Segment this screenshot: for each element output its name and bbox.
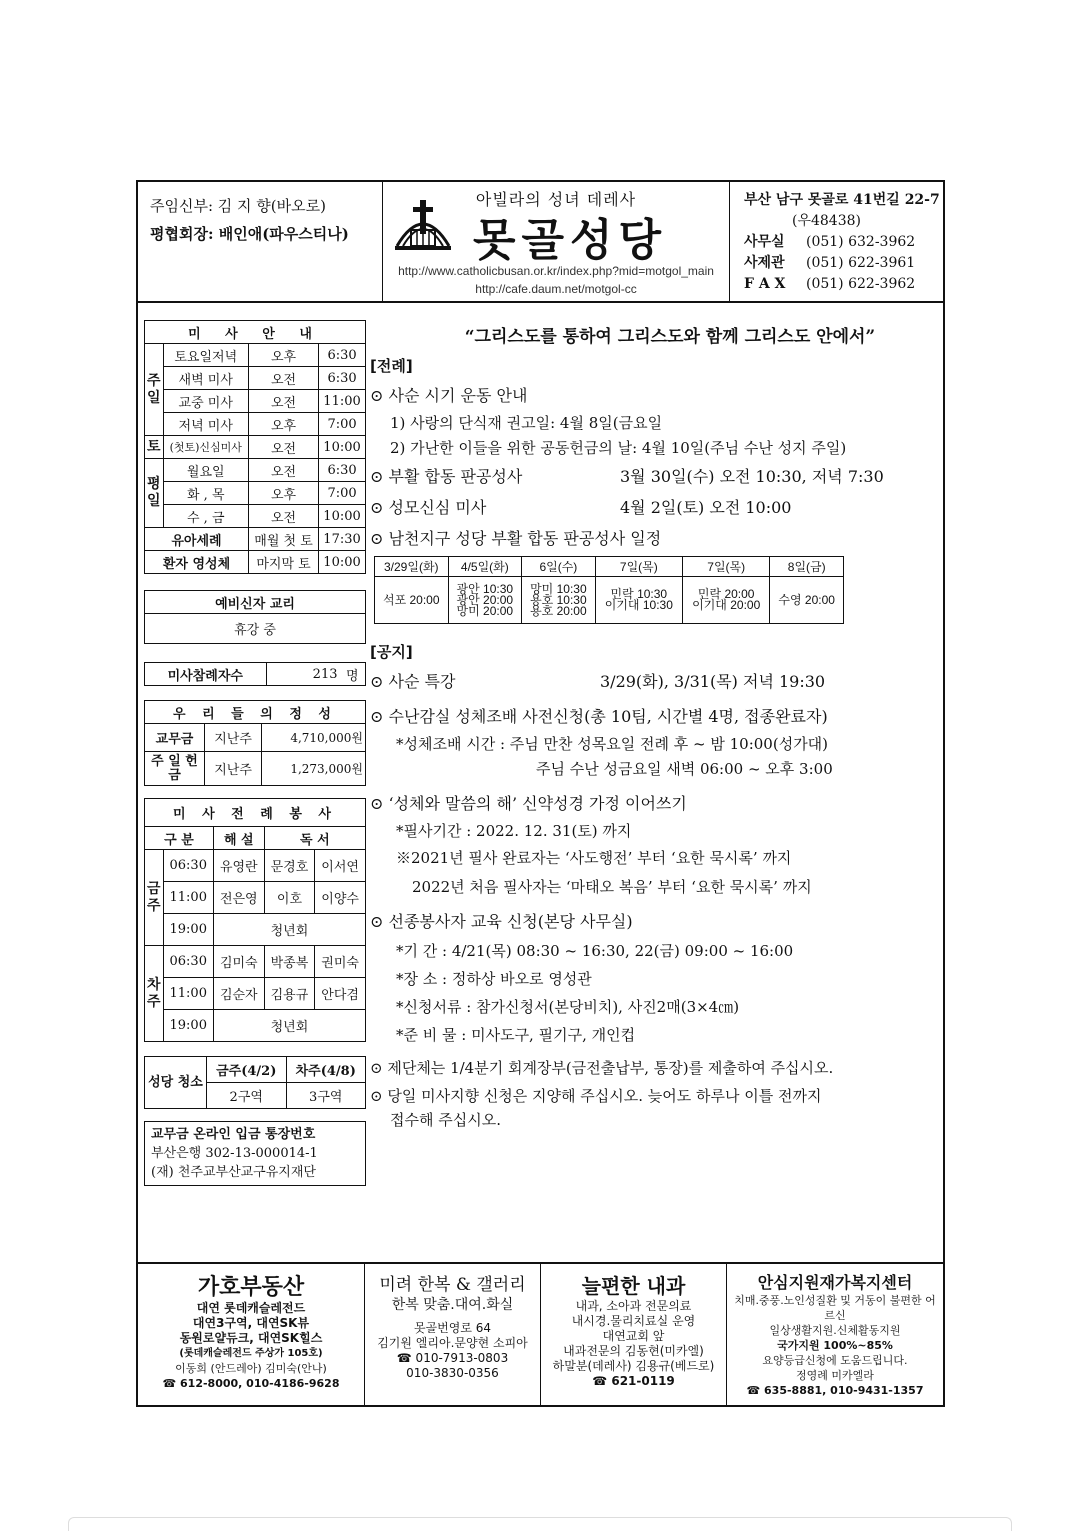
ad-hanbok: 미려 한복 & 갤러리 한복 맞춤.대여.화실 못골번영로 64 김기원 엘리아.문양현 소피아 ☎ 010-7913-0803 010-3830-0356 xyxy=(365,1264,541,1407)
district-penance-title: ⊙ 남천지구 성당 부활 합동 판공성사 일정 xyxy=(370,529,662,548)
catechumen-title: 예비신자 교리 xyxy=(145,591,366,614)
attendance-unit: 명 xyxy=(340,663,366,686)
marian-mass-item: ⊙ 성모신심 미사 4월 2일(토) 오전 10:00 xyxy=(370,498,792,517)
church-logo-icon xyxy=(393,192,453,256)
right-column: “그리스도를 통하여 그리스도와 함께 그리스도 안에서” [전례] ⊙ 사순 시기 운동 안내 1) 사랑의 단식재 권고일: 4월 8일(금요일 2) 가난한 이들을 위한 공동헌금의 날: 4월 10일(주님 수난 성지 주일) ⊙ 부활 합동 판공성사 3월 30일(수) 오전 10:30, 저녁 7:30 ⊙ 성모신심 미사 4월 2일(토) 오전 10:00 ⊙ 남천지구 성당 부활 합동 판공성사 일정 3/29일(화) 4/5일(화) 6일(수) 7일(목) 7일(목) 8일(금) 석포 20:00 광안 10:30 광안 20:00 망미 20:00 망미 10:30 용호 10:30 용호 20:00 민락 10:30 이기대 10:30 민락 20:00 이기대 20:00 수영 20:00 [공지] ⊙ 사순 특강 3/29(화), 3/31(목) 저녁 19:30 ⊙ 수난감실 성체조배 사전신청(총 10팀, 시간별 4명, 접종완료자) *성체조배 시간 : 주님 만찬 성목요일 전례 후 ~ 밤 10:00(성가대) 주님 수난 성금요일 새벽 06:00 ~ 오후 3:00 ⊙ ‘성체와 말씀의 해’ 신약성경 가정 이어쓰기 *필사기간 : 2022. 12. 31(토) 까지 ※2021년 필사 완료자는 ‘사도행전’ 부터 ‘요한 묵시록’ 까지 2022년 처음 필사자는 ‘마태오 복음’ 부터 ‘요한 묵시록’ 까지 ⊙ 선종봉사자 교육 신청(본당 사무실) *기 간 : 4/21(목) 08:30 ~ 16:30, 22(금) 09:00 ~ 16:00 *장 소 : 정하상 바오로 영성관 *신청서류 : 참가신청서(본당비치), 사진2매(3×4㎝) *준 비 물 : 미사도구, 필기구, 개인컵 ⊙ 제단체는 1/4분기 회계장부(금전출납부, 통장)를 제출하여 주십시오. ⊙ 당일 미사지향 신청은 지양해 주십시오. 늦어도 하루나 이틀 전까지 접수해 주십시오. xyxy=(370,322,940,1133)
ledger-item: ⊙ 제단체는 1/4분기 회계장부(금전출납부, 통장)를 제출하여 주십시오. xyxy=(370,1059,834,1077)
notices-heading: [공지] xyxy=(370,643,413,661)
homepage-link[interactable]: http://www.catholicbusan.or.kr/index.php?mid=motgol_main xyxy=(398,264,714,278)
attendance-label: 미사참례자수 xyxy=(145,663,267,686)
district-penance-table: 3/29일(화) 4/5일(화) 6일(수) 7일(목) 7일(목) 8일(금) 석포 20:00 광안 10:30 광안 20:00 망미 20:00 망미 10:30 용호 10:30 용호 20:00 민락 10:30 이기대 10:30 민락 20:00 이기대 20:00 수영 20:00 xyxy=(374,556,844,624)
lent-campaign: ⊙ 사순 시기 운동 안내 xyxy=(370,386,528,405)
lent-lecture-item: ⊙ 사순 특강 3/29(화), 3/31(목) 저녁 19:30 xyxy=(370,672,826,691)
infant-baptism-label: 유아세례 xyxy=(145,528,249,551)
contact-office: 사무실 (051) 632-3962 xyxy=(744,234,916,250)
pastor-line: 주임신부: 김 지 향(바오로) xyxy=(150,197,326,215)
ads-footer xyxy=(138,1262,943,1405)
online-account-box: 교무금 온라인 입금 통장번호 부산은행 302-13-000014-1 (재) 천주교부산교구유지재단 xyxy=(144,1121,366,1186)
next-week-label: 차주 xyxy=(145,946,164,1042)
mass-schedule-title: 미 사 안 내 xyxy=(145,321,366,344)
postcode: (우48438) xyxy=(792,213,861,229)
cleaning-table: 성당 청소 금주(4/2) 차주(4/8) 2구역 3구역 xyxy=(144,1056,366,1109)
sunday-label: 주일 xyxy=(145,344,164,436)
council-line: 평협회장: 배인애(파우스티나) xyxy=(150,225,349,243)
tagline: 아빌라의 성녀 데레사 xyxy=(475,190,637,209)
contact-rectory: 사제관 (051) 622-3961 xyxy=(744,255,916,271)
attendance-table xyxy=(144,662,366,686)
parish-name: 못골성당 xyxy=(473,215,668,266)
penance-item: ⊙ 부활 합동 판공성사 3월 30일(수) 오전 10:30, 저녁 7:30 xyxy=(370,467,884,486)
motto: “그리스도를 통하여 그리스도와 함께 그리스도 안에서” xyxy=(464,327,876,347)
liturgy-heading: [전례] xyxy=(370,357,413,375)
cleaning-label: 성당 청소 xyxy=(145,1057,207,1109)
contact-block xyxy=(730,182,943,301)
address: 부산 남구 못골로 41번길 22-7 xyxy=(744,192,940,208)
mass-schedule-table: 미 사 안 내 주일 토요일저녁 오후 6:30 새벽 미사 오전 6:30 교중 미사 오전 11:00 저녁 미사 오후 7:00 토 (첫토)신심미사 오전 10:00 평일 월요일 오전 6:30 화 , 목 오후 7:00 수 , 금 오전 10:00 유아세례 매월 첫 토 17:30 환자 영성체 마지막 토 10:00 xyxy=(144,320,366,574)
cafe-link[interactable]: http://cafe.daum.net/motgol-cc xyxy=(475,282,637,296)
this-week-label: 금주 xyxy=(145,850,164,946)
saturday-label: 토 xyxy=(145,436,164,459)
offering-table: 우 리 들 의 정 성 교무금 지난주 4,710,000원 주 일 헌 금 지난주 1,273,000원 xyxy=(144,700,366,786)
liturgy-service-table: 미 사 전 례 봉 사 구 분 해 설 독 서 금주 06:30 유영란 문경호 이서연 11:00 전은영 이호 이양수 19:00 청년회 차주 06:30 김미숙 박종복 권미숙 11:00 김순자 김용규 안다겸 19:00 청년회 xyxy=(144,798,366,1042)
ad-clinic: 늘편한 내과 내과, 소아과 전문의료 내시경.물리치료실 운영 대연교회 앞 내과전문의 김동현(미카엘) 하말분(데레사) 김용규(베드로) ☎ 621-0119 xyxy=(541,1264,727,1407)
training-item: ⊙ 선종봉사자 교육 신청(본당 사무실) xyxy=(370,912,633,931)
attendance-value: 213 xyxy=(266,663,339,686)
bulletin-header xyxy=(138,182,943,303)
sick-communion-label: 환자 영성체 xyxy=(145,551,249,574)
ad-realestate: 가호부동산 대연 롯데캐슬레전드 대연3구역, 대연SK뷰 동원로얄듀크, 대연SK힐스 (롯데캐슬레전드 주상가 105호) 이동희 (안드레아) 김미숙(안나) ☎ 612-8000, 010-4186-9628 xyxy=(138,1264,365,1407)
catechumen-table xyxy=(144,590,366,644)
catechumen-status: 휴강 중 xyxy=(145,614,366,644)
ad-care-center: 안심지원재가복지센터 치매.중풍.노인성질환 및 거동이 불편한 어르신 일상생활지원.신체활동지원 국가지원 100%~85% 요양등급신청에 도움드립니다. 정영례 미카엘라 ☎ 635-8881, 010-9431-1357 xyxy=(734,1273,936,1397)
mass-request-item: ⊙ 당일 미사지향 신청은 지양해 주십시오. 늦어도 하루나 이틀 전까지 xyxy=(370,1087,822,1105)
service-title: 미 사 전 례 봉 사 xyxy=(145,799,366,827)
bulletin-sheet xyxy=(136,180,945,1407)
bible-copy-item: ⊙ ‘성체와 말씀의 해’ 신약성경 가정 이어쓰기 xyxy=(370,794,687,813)
weekday-label: 평일 xyxy=(145,459,164,528)
parish-title-block xyxy=(383,182,730,301)
left-column xyxy=(144,320,366,1186)
viewer-bottom-bar xyxy=(68,1517,1012,1531)
adoration-item: ⊙ 수난감실 성체조배 사전신청(총 10팀, 시간별 4명, 접종완료자) xyxy=(370,707,828,726)
clergy-info xyxy=(138,182,383,301)
contact-fax: F A X (051) 622-3962 xyxy=(744,276,916,292)
offering-title: 우 리 들 의 정 성 xyxy=(145,701,366,724)
